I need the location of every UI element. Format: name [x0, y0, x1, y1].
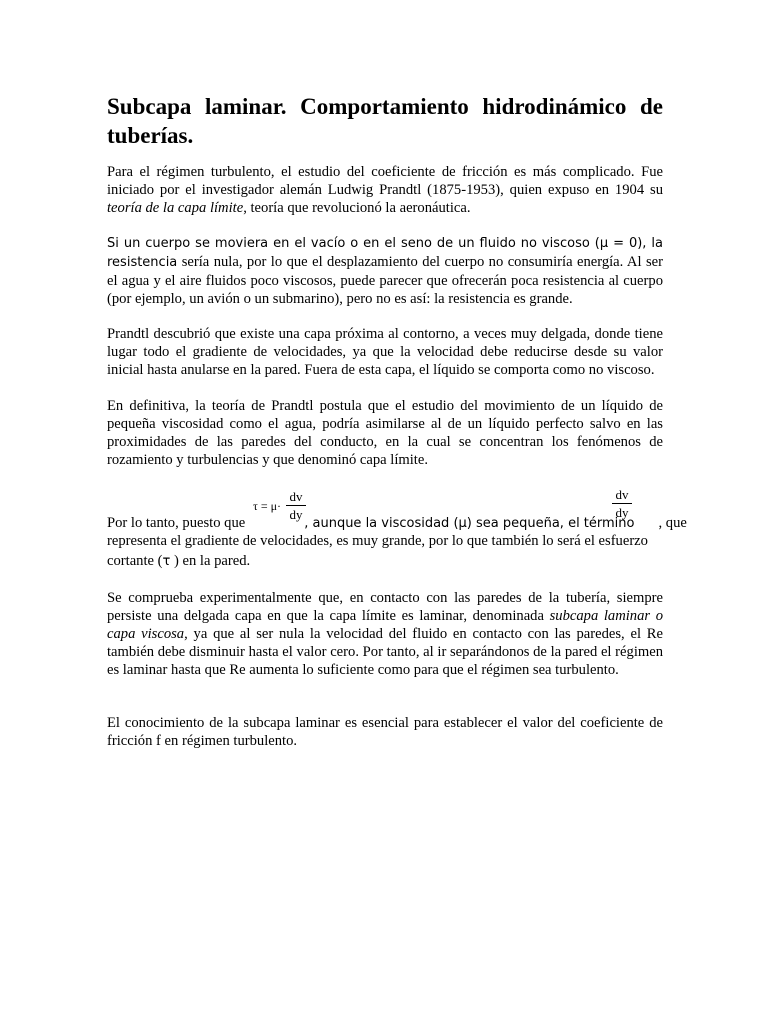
paragraph-viscous-fluid — [107, 234, 663, 308]
paragraph-intro — [107, 163, 663, 217]
conclusion-start: Por lo tanto, puesto que — [107, 515, 246, 531]
formula-numerator: dv — [289, 489, 303, 504]
paragraph-viscous-fluid-lead: Si un cuerpo se moviera en el vacío o en el seno de un fluido no viscoso (μ = 0), la resistencia — [107, 236, 663, 270]
paragraph-intro-tail: , teoría que revolucionó la aeronáutica. — [243, 200, 471, 216]
paragraph-conclusion-line3 — [107, 552, 663, 571]
conclusion-line3b: ) en la pared. — [170, 553, 251, 569]
term-fraction-bar — [612, 503, 632, 504]
conclusion-end: , que — [658, 515, 687, 531]
paragraph-laminar-italic: subcapa laminar o capa viscosa — [107, 608, 664, 642]
formula-lhs: τ = μ· — [253, 499, 282, 513]
fraction-bar — [286, 505, 306, 506]
paragraph-prandtl-discovery: Prandtl descubrió que existe una capa próxima al contorno, a veces muy delgada, donde tiene lugar todo el gradiente de velocidades, ya que la velocidad debe reducirse desde su valor inicial hasta anularse en la pared. Fuera de esta capa, el líquido se comporta como no viscoso. — [107, 326, 663, 378]
conclusion-mid: , aunque la viscosidad (μ) sea pequeña, el término — [304, 516, 635, 531]
paragraph-intro-italic: teoría de la capa límite — [107, 200, 244, 216]
paragraph-laminar-tail: , ya que al ser nula la velocidad del fluido en contacto con las paredes, el Re también debe disminuir hasta el valor cero. Por tanto, al ir separándonos de la pared el régimen es laminar hasta que Re aumenta lo suficiente como para que el régimen sea turbulento. — [107, 626, 663, 678]
paragraph-prandtl-theory: En definitiva, la teoría de Prandtl postula que el estudio del movimiento de un líquido de pequeña viscosidad como el agua, podría asimilarse al de un líquido perfecto salvo en las proximidades de las paredes del conducto, en la cual se concentran los fenómenos de rozamiento y turbulencias y que denominó capa límite. — [107, 398, 663, 468]
paragraph-conclusion-line1 — [107, 514, 687, 533]
term-numerator: dv — [615, 487, 629, 502]
formula-denominator: dy — [289, 507, 303, 522]
paragraph-laminar-sublayer — [107, 589, 663, 679]
paragraph-viscous-fluid-text: sería nula, por lo que el desplazamiento del cuerpo no consumiría energía. Al ser el agua y el aire fluidos poco viscosos, puede parecer que ofrecerán poca resistencia al cuerpo (por ejemplo, un avión o un submarino), pero no es así: la resistencia es grande. — [107, 254, 663, 307]
paragraph-conclusion-line2: representa el gradiente de velocidades, es muy grande, por lo que también lo será el esfuerzo — [107, 533, 648, 549]
term-denominator: dy — [615, 505, 629, 520]
conclusion-line3a: cortante ( — [107, 553, 163, 569]
paragraph-final: El conocimiento de la subcapa laminar es esencial para establecer el valor del coeficiente de fricción f en régimen turbulento. — [107, 715, 663, 749]
paragraph-laminar-text: Se comprueba experimentalmente que, en contacto con las paredes de la tubería, siempre persiste una delgada capa en que la capa límite es laminar, denominada — [107, 590, 663, 624]
paragraph-intro-text: Para el régimen turbulento, el estudio del coeficiente de fricción es más complicado. Fue iniciado por el investigador alemán Ludwig Prandtl (1875-1953), quien expuso en 1904 su — [107, 164, 663, 198]
tau-symbol: τ — [162, 554, 171, 569]
document-title: Subcapa laminar. Comportamiento hidrodinámico de tuberías. — [107, 94, 663, 148]
